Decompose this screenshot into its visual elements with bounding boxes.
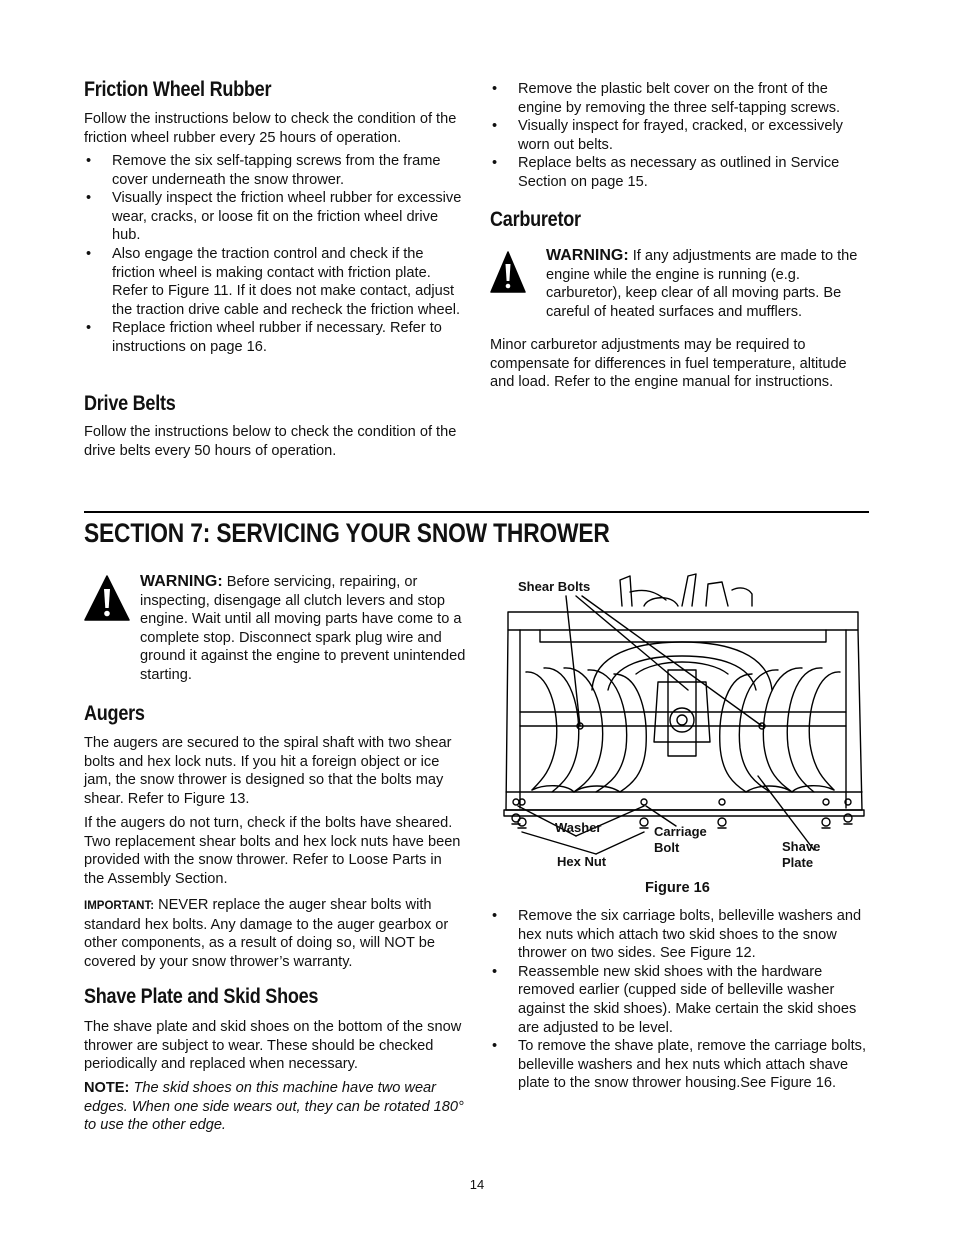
list-item: • Replace belts as necessary as outlined in Service Section on page 15. [490,154,870,191]
shave-plate-note [84,1079,466,1135]
important-label: IMPORTANT: [84,900,155,912]
list-item: • Reassemble new skid shoes with the hardware removed earlier (cupped side of belleville washer against the skid shoes). Make certain the skid shoes are adjusted to be level. [490,963,870,1037]
list-item: • Also engage the traction control and check if the friction wheel is making contact with friction plate. Refer to Figure 11. If it does not make contact, adjust the traction drive cable and recheck the friction wheel. [84,245,466,319]
figure-label-washer: Washer [555,820,602,835]
list-item: • Visually inspect the friction wheel rubber for excessive wear, cracks, or loose fit on the friction wheel drive hub. [84,189,466,245]
list-item: • Remove the plastic belt cover on the front of the engine by removing the three self-tapping screws. [490,80,870,117]
drive-belts-list [490,80,870,192]
friction-wheel-intro: Follow the instructions below to check the condition of the friction wheel rubber every 25 hours of operation. [84,111,457,146]
augers-heading: Augers [84,702,145,725]
warning-text: Before servicing, repairing, or inspecting, disengage all clutch levers and stop engine. Wait until all moving parts have come to a complete stop. Disconnect spark plug wire and ground it against the engine to prevent unintended starting. [140,574,466,683]
page-number: 14 [469,1177,485,1192]
important-text: NEVER replace the auger shear bolts with standard hex bolts. Any damage to the auger gearbox or other components, as a result of doing so, will NOT be covered by your snow thrower’s warranty. [84,897,449,970]
augers-paragraph-2: If the augers do not turn, check if the bolts have sheared. Two replacement shear bolts and hex lock nuts have been provided with the snow thrower. Refer to Loose Parts in the Assembly Section. [84,815,461,887]
figure-label-shave-plate-line-1: Shave [782,839,821,854]
section-warning [140,573,466,685]
skid-shoe-steps-list [490,907,870,1093]
friction-wheel-heading: Friction Wheel Rubber [84,78,272,101]
list-item: • Remove the six self-tapping screws from the frame cover underneath the snow thrower. [84,152,466,189]
drive-belts-intro: Follow the instructions below to check the condition of the drive belts every 50 hours of operation. [84,424,457,459]
warning-triangle-icon [84,575,130,621]
friction-wheel-list [84,152,466,357]
figure-label-carriage-bolt-line-2: Bolt [654,840,680,855]
warning-text: If any adjustments are made to the engine while the engine is running (e.g. carburetor), keep clear of all moving parts. Be careful of heated surfaces and mufflers. [546,248,858,320]
warning-triangle-icon [490,251,526,293]
drive-belts-heading: Drive Belts [84,392,176,415]
list-item: • To remove the shave plate, remove the carriage bolts, belleville washers and hex nuts which attach shave plate to the snow thrower housing.See Figure 16. [490,1037,870,1093]
augers-paragraph-1: The augers are secured to the spiral shaft with two shear bolts and hex lock nuts. If you hit a foreign object or ice jam, the snow thrower is designed so that the bolts may shear. Refer to Figure 13. [84,735,452,807]
list-item: • Replace friction wheel rubber if necessary. Refer to instructions on page 16. [84,319,466,356]
figure-label-hex-nut: Hex Nut [557,854,607,869]
section-divider [84,511,869,513]
list-item: • Remove the six carriage bolts, belleville washers and hex nuts which attach two skid shoes to the snow thrower on two sides. See Figure 12. [490,907,870,963]
carburetor-body: Minor carburetor adjustments may be required to compensate for differences in fuel temperature, altitude and load. Refer to the engine manual for instructions. [490,337,847,391]
shave-plate-paragraph: The shave plate and skid shoes on the bottom of the snow thrower are subject to wear. These should be checked periodically and replaced when necessary. [84,1019,462,1073]
carburetor-warning [546,247,866,321]
figure-16 [496,570,872,870]
figure-caption: Figure 16 [645,880,710,896]
figure-label-shave-plate-line-2: Plate [782,855,814,870]
warning-label: WARNING: [546,247,629,264]
section-title: SECTION 7: SERVICING YOUR SNOW THROWER [84,518,610,548]
figure-label-carriage-bolt-line-1: Carriage [654,824,707,839]
list-item: • Visually inspect for frayed, cracked, or excessively worn out belts. [490,117,870,154]
note-text: The skid shoes on this machine have two wear edges. When one side wears out, they can be rotated 180° to use the other edge. [84,1080,464,1134]
warning-label: WARNING: [140,573,223,590]
augers-important [84,896,466,971]
shave-plate-heading: Shave Plate and Skid Shoes [84,985,319,1008]
note-label: NOTE: [84,1080,130,1096]
carburetor-heading: Carburetor [490,208,581,231]
figure-label-shear-bolts: Shear Bolts [518,579,591,594]
